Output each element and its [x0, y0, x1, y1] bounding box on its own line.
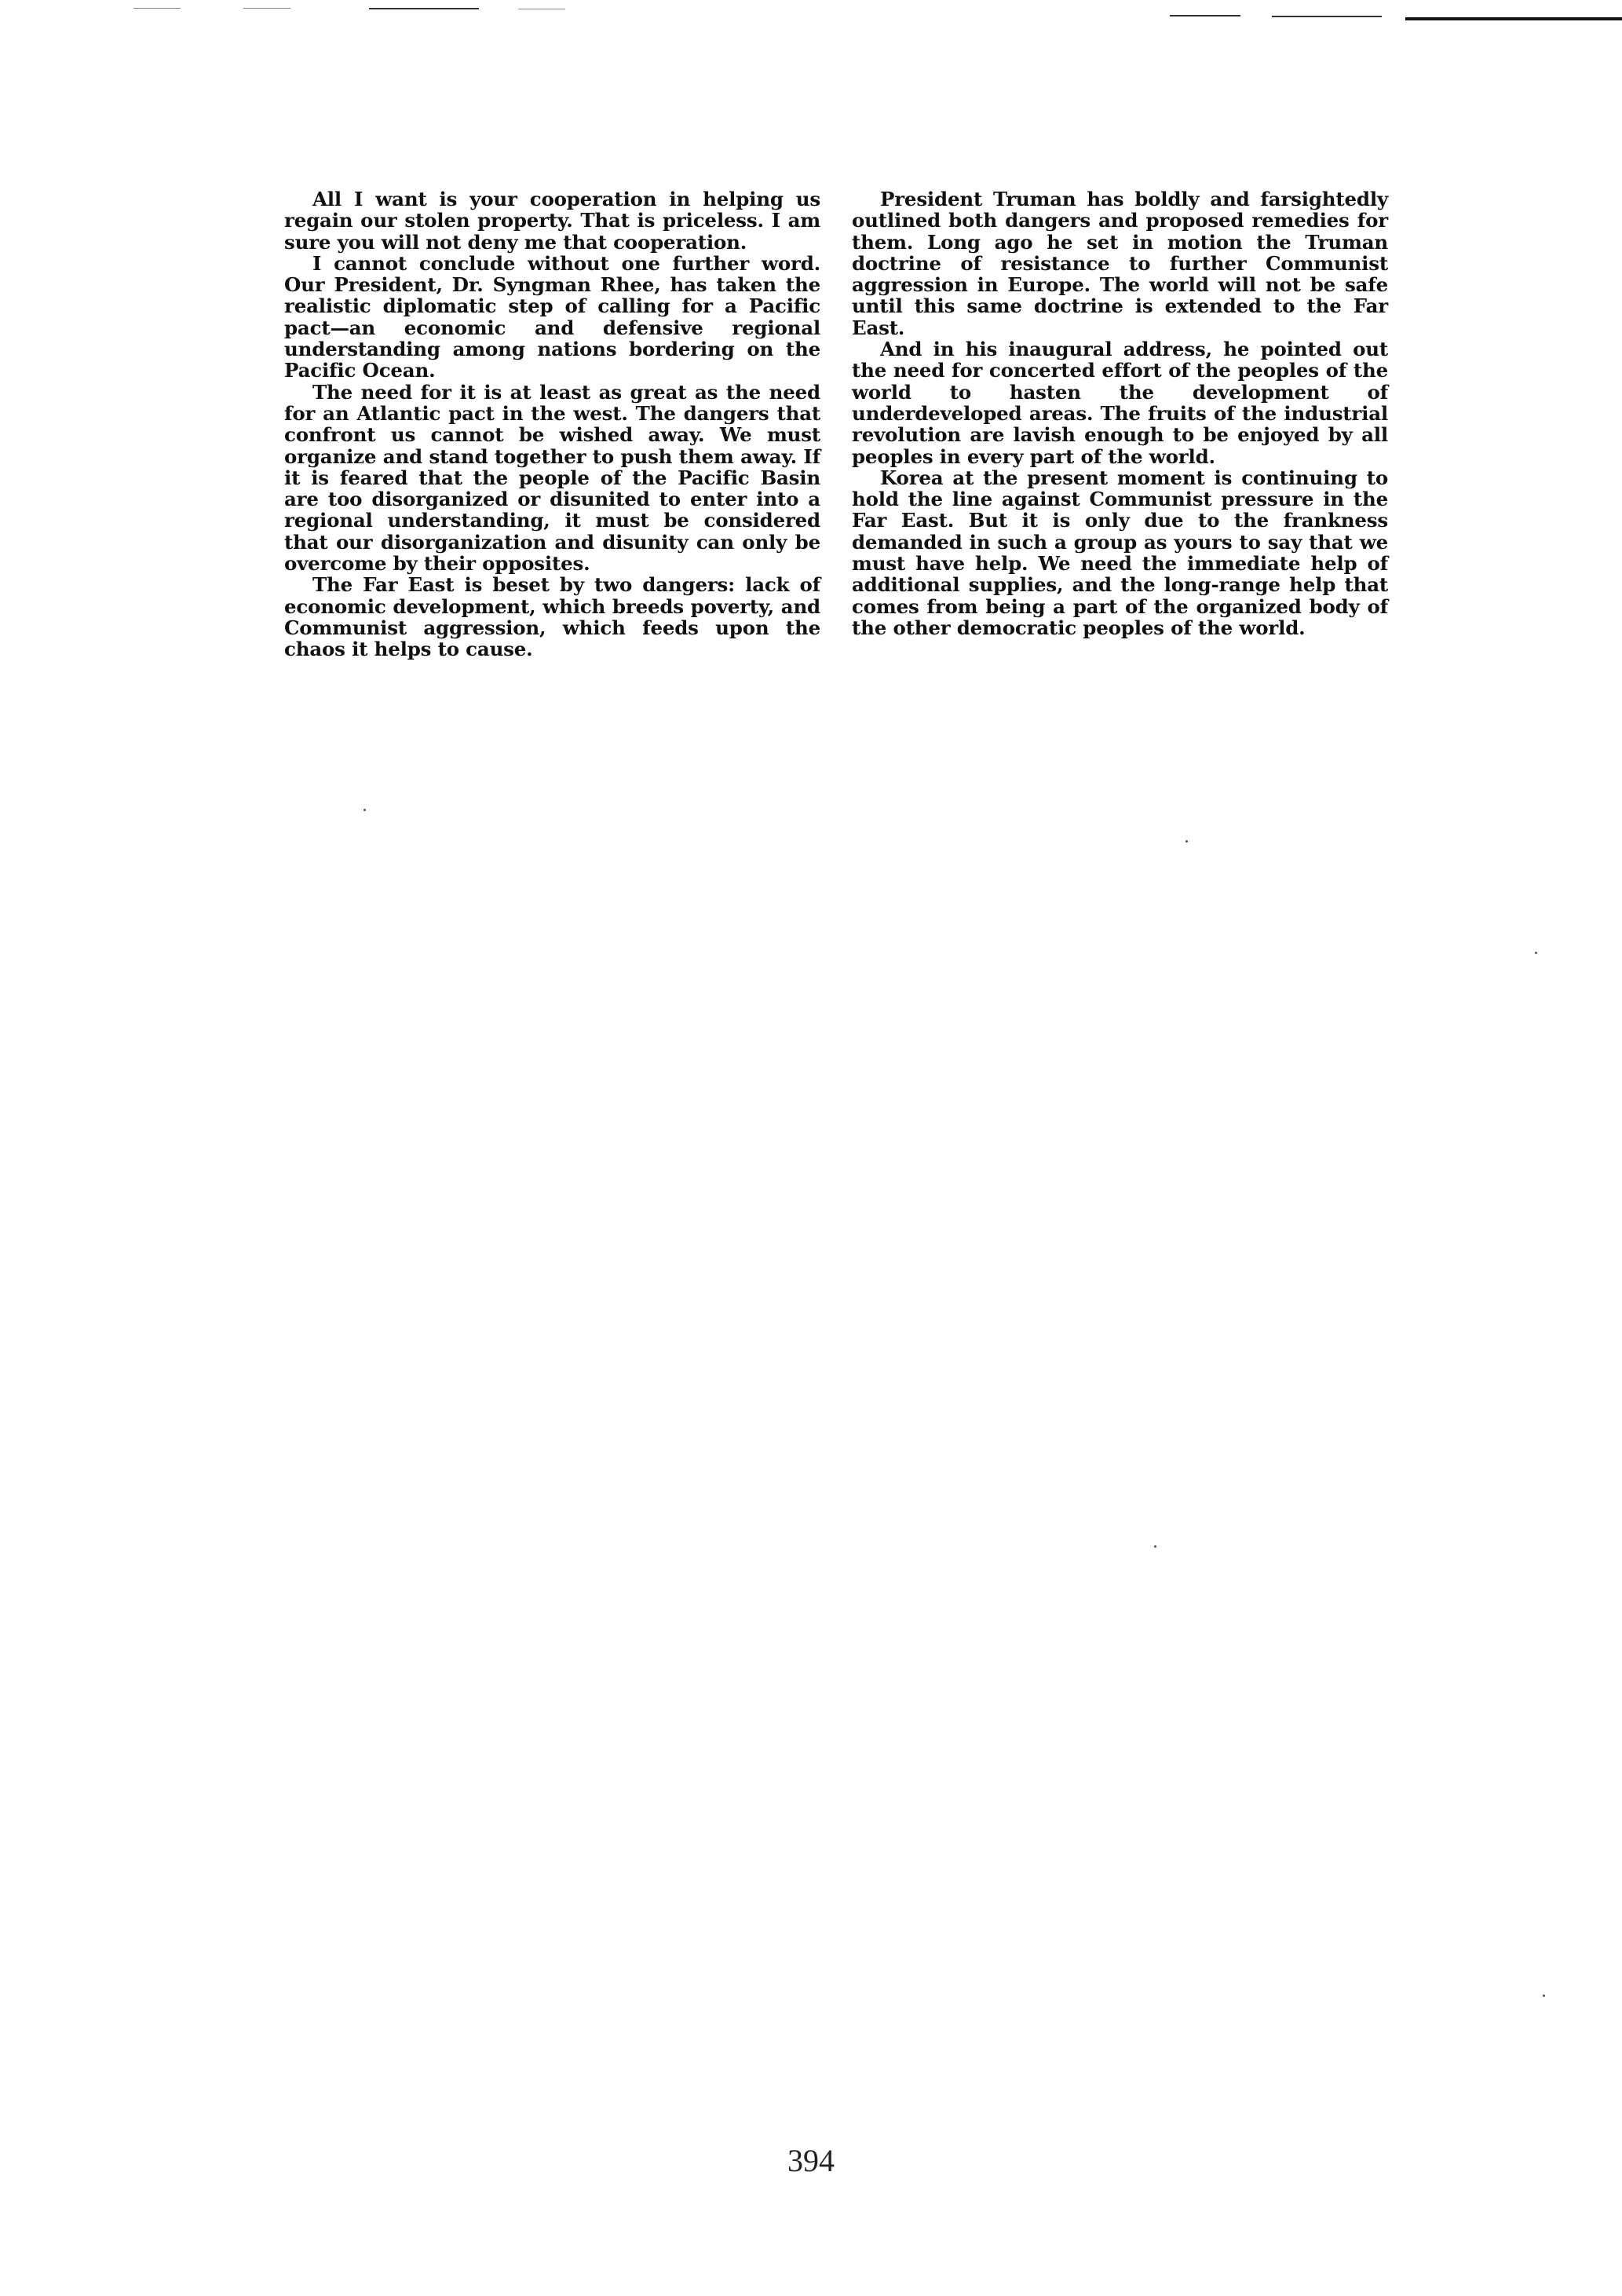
page-number: 394	[787, 2143, 835, 2178]
scan-line	[369, 8, 479, 9]
scan-edge-artifacts	[0, 0, 1622, 24]
scan-speck	[1535, 952, 1537, 954]
paragraph: The need for it is at least as great as the need for an Atlantic pact in the west. The dangers that confront us cannot be wished away. We must organize and stand together to push them away. If it is feared that the people of the Pacific Basin are too disorganized or disunited to enter into a regional understanding, it must be considered that our disorganization and disunity can only be overcome by their opposites.	[284, 380, 820, 576]
paragraph: The Far East is beset by two dangers: lack of economic development, which breeds poverty, and Communist aggression, which feeds upon the chaos it helps to cause.	[284, 573, 820, 661]
scan-line	[1405, 17, 1622, 20]
scan-line	[133, 8, 181, 9]
scan-speck	[1543, 1994, 1545, 1997]
scan-speck	[1185, 840, 1188, 843]
scan-line	[243, 8, 290, 9]
paragraph: And in his inaugural address, he pointed out the need for concerted effort of the peoples of the world to hasten the development of underdeveloped areas. The fruits of the industrial revolution are lavish enough to be enjoyed by all peoples in every part of the world.	[852, 338, 1388, 468]
scan-line	[1170, 15, 1240, 16]
scan-speck	[1154, 1545, 1156, 1548]
paragraph: Korea at the present moment is continuing to hold the line against Communist pressure in the Far East. But it is only due to the frankness demanded in such a group as yours to say that we must have help. We need the immediate help of additional supplies, and the long-range help that comes from being a part of the organized body of the other democratic peoples of the world.	[852, 466, 1388, 639]
paragraph: President Truman has boldly and farsightedly outlined both dangers and proposed remedies for them. Long ago he set in motion the Truman doctrine of resistance to further Communist aggression in Europe. The world will not be safe until this same doctrine is extended to the Far East.	[852, 188, 1388, 339]
scan-speck	[363, 809, 366, 811]
paragraph: I cannot conclude without one further word. Our President, Dr. Syngman Rhee, has taken the realistic diplomatic step of calling for a Pacific pact—an economic and defensive regional understanding among nations bordering on the Pacific Ocean.	[284, 251, 820, 382]
right-column	[852, 188, 1388, 638]
left-column	[284, 188, 820, 660]
scan-line	[1272, 16, 1382, 17]
paragraph: All I want is your cooperation in helping us regain our stolen property. That is priceless. I am sure you will not deny me that cooperation.	[284, 188, 820, 254]
